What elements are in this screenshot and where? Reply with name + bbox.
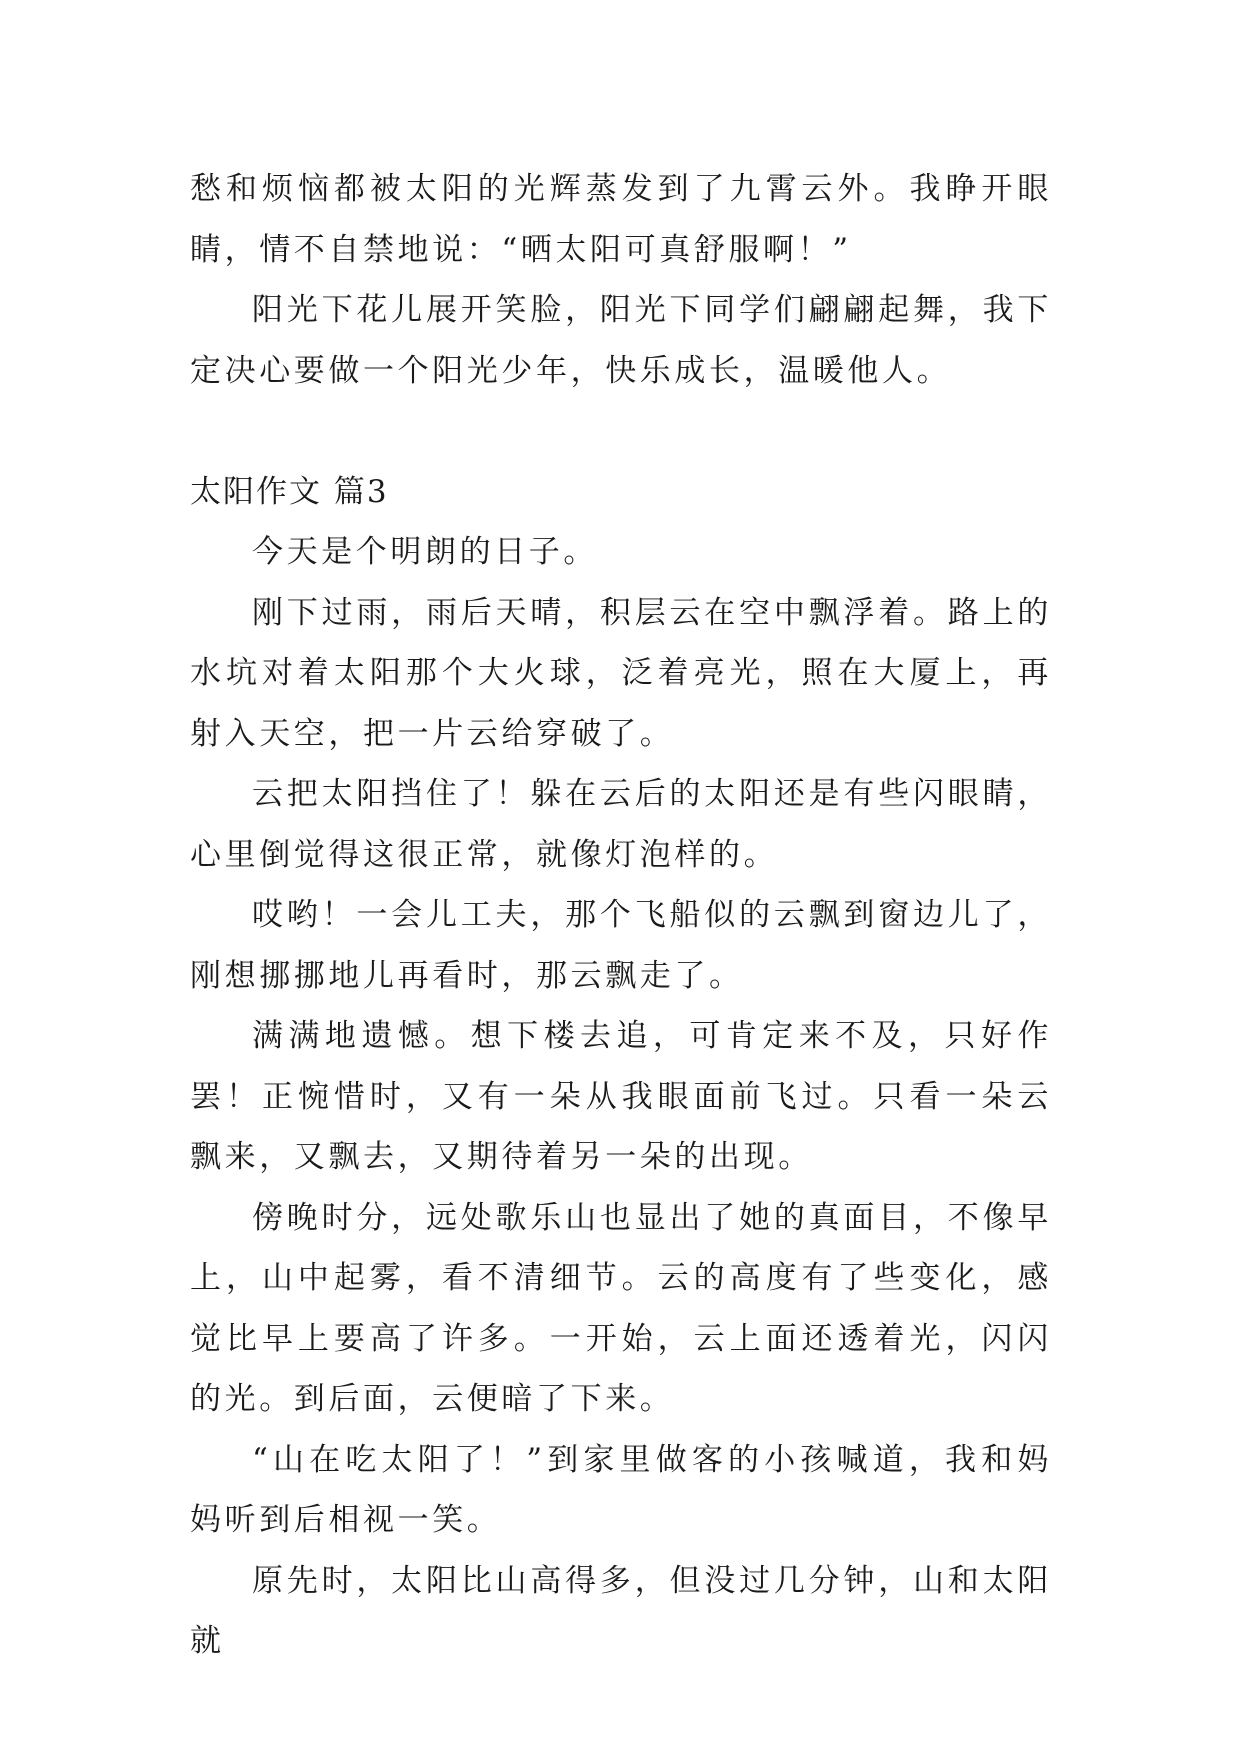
paragraph: 云把太阳挡住了！躲在云后的太阳还是有些闪眼睛，心里倒觉得这很正常，就像灯泡样的。: [190, 776, 1052, 873]
section-spacer: [190, 401, 1052, 462]
paragraph: 今天是个明朗的日子。: [252, 534, 598, 570]
paragraph: “山在吃太阳了！”到家里做客的小孩喊道，我和妈妈听到后相视一笑。: [190, 1441, 1052, 1538]
section-heading: 太阳作文 篇3: [190, 473, 389, 510]
paragraph: 原先时，太阳比山高得多，但没过几分钟，山和太阳就: [190, 1562, 1052, 1659]
paragraph: 满满地遗憾。想下楼去追，可肯定来不及，只好作罢！正惋惜时，又有一朵从我眼面前飞过。只看一朵云飘来，又飘去，又期待着另一朵的出现。: [190, 1018, 1052, 1175]
document-body: [190, 159, 1052, 1672]
paragraph: 刚下过雨，雨后天晴，积层云在空中飘浮着。路上的水坑对着太阳那个大火球，泛着亮光，照在大厦上，再射入天空，把一片云给穿破了。: [190, 594, 1052, 752]
paragraph: 哎哟！一会儿工夫，那个飞船似的云飘到窗边儿了，刚想挪挪地儿再看时，那云飘走了。: [190, 897, 1052, 994]
paragraph-continuation: 愁和烦恼都被太阳的光辉蒸发到了九霄云外。我睁开眼睛，情不自禁地说：“晒太阳可真舒服啊！”: [190, 171, 1052, 268]
paragraph: 阳光下花儿展开笑脸，阳光下同学们翩翩起舞，我下定决心要做一个阳光少年，快乐成长，温暖他人。: [190, 292, 1052, 389]
paragraph: 傍晚时分，远处歌乐山也显出了她的真面目，不像早上，山中起雾，看不清细节。云的高度有了些变化，感觉比早上要高了许多。一开始，云上面还透着光，闪闪的光。到后面，云便暗了下来。: [190, 1199, 1052, 1417]
